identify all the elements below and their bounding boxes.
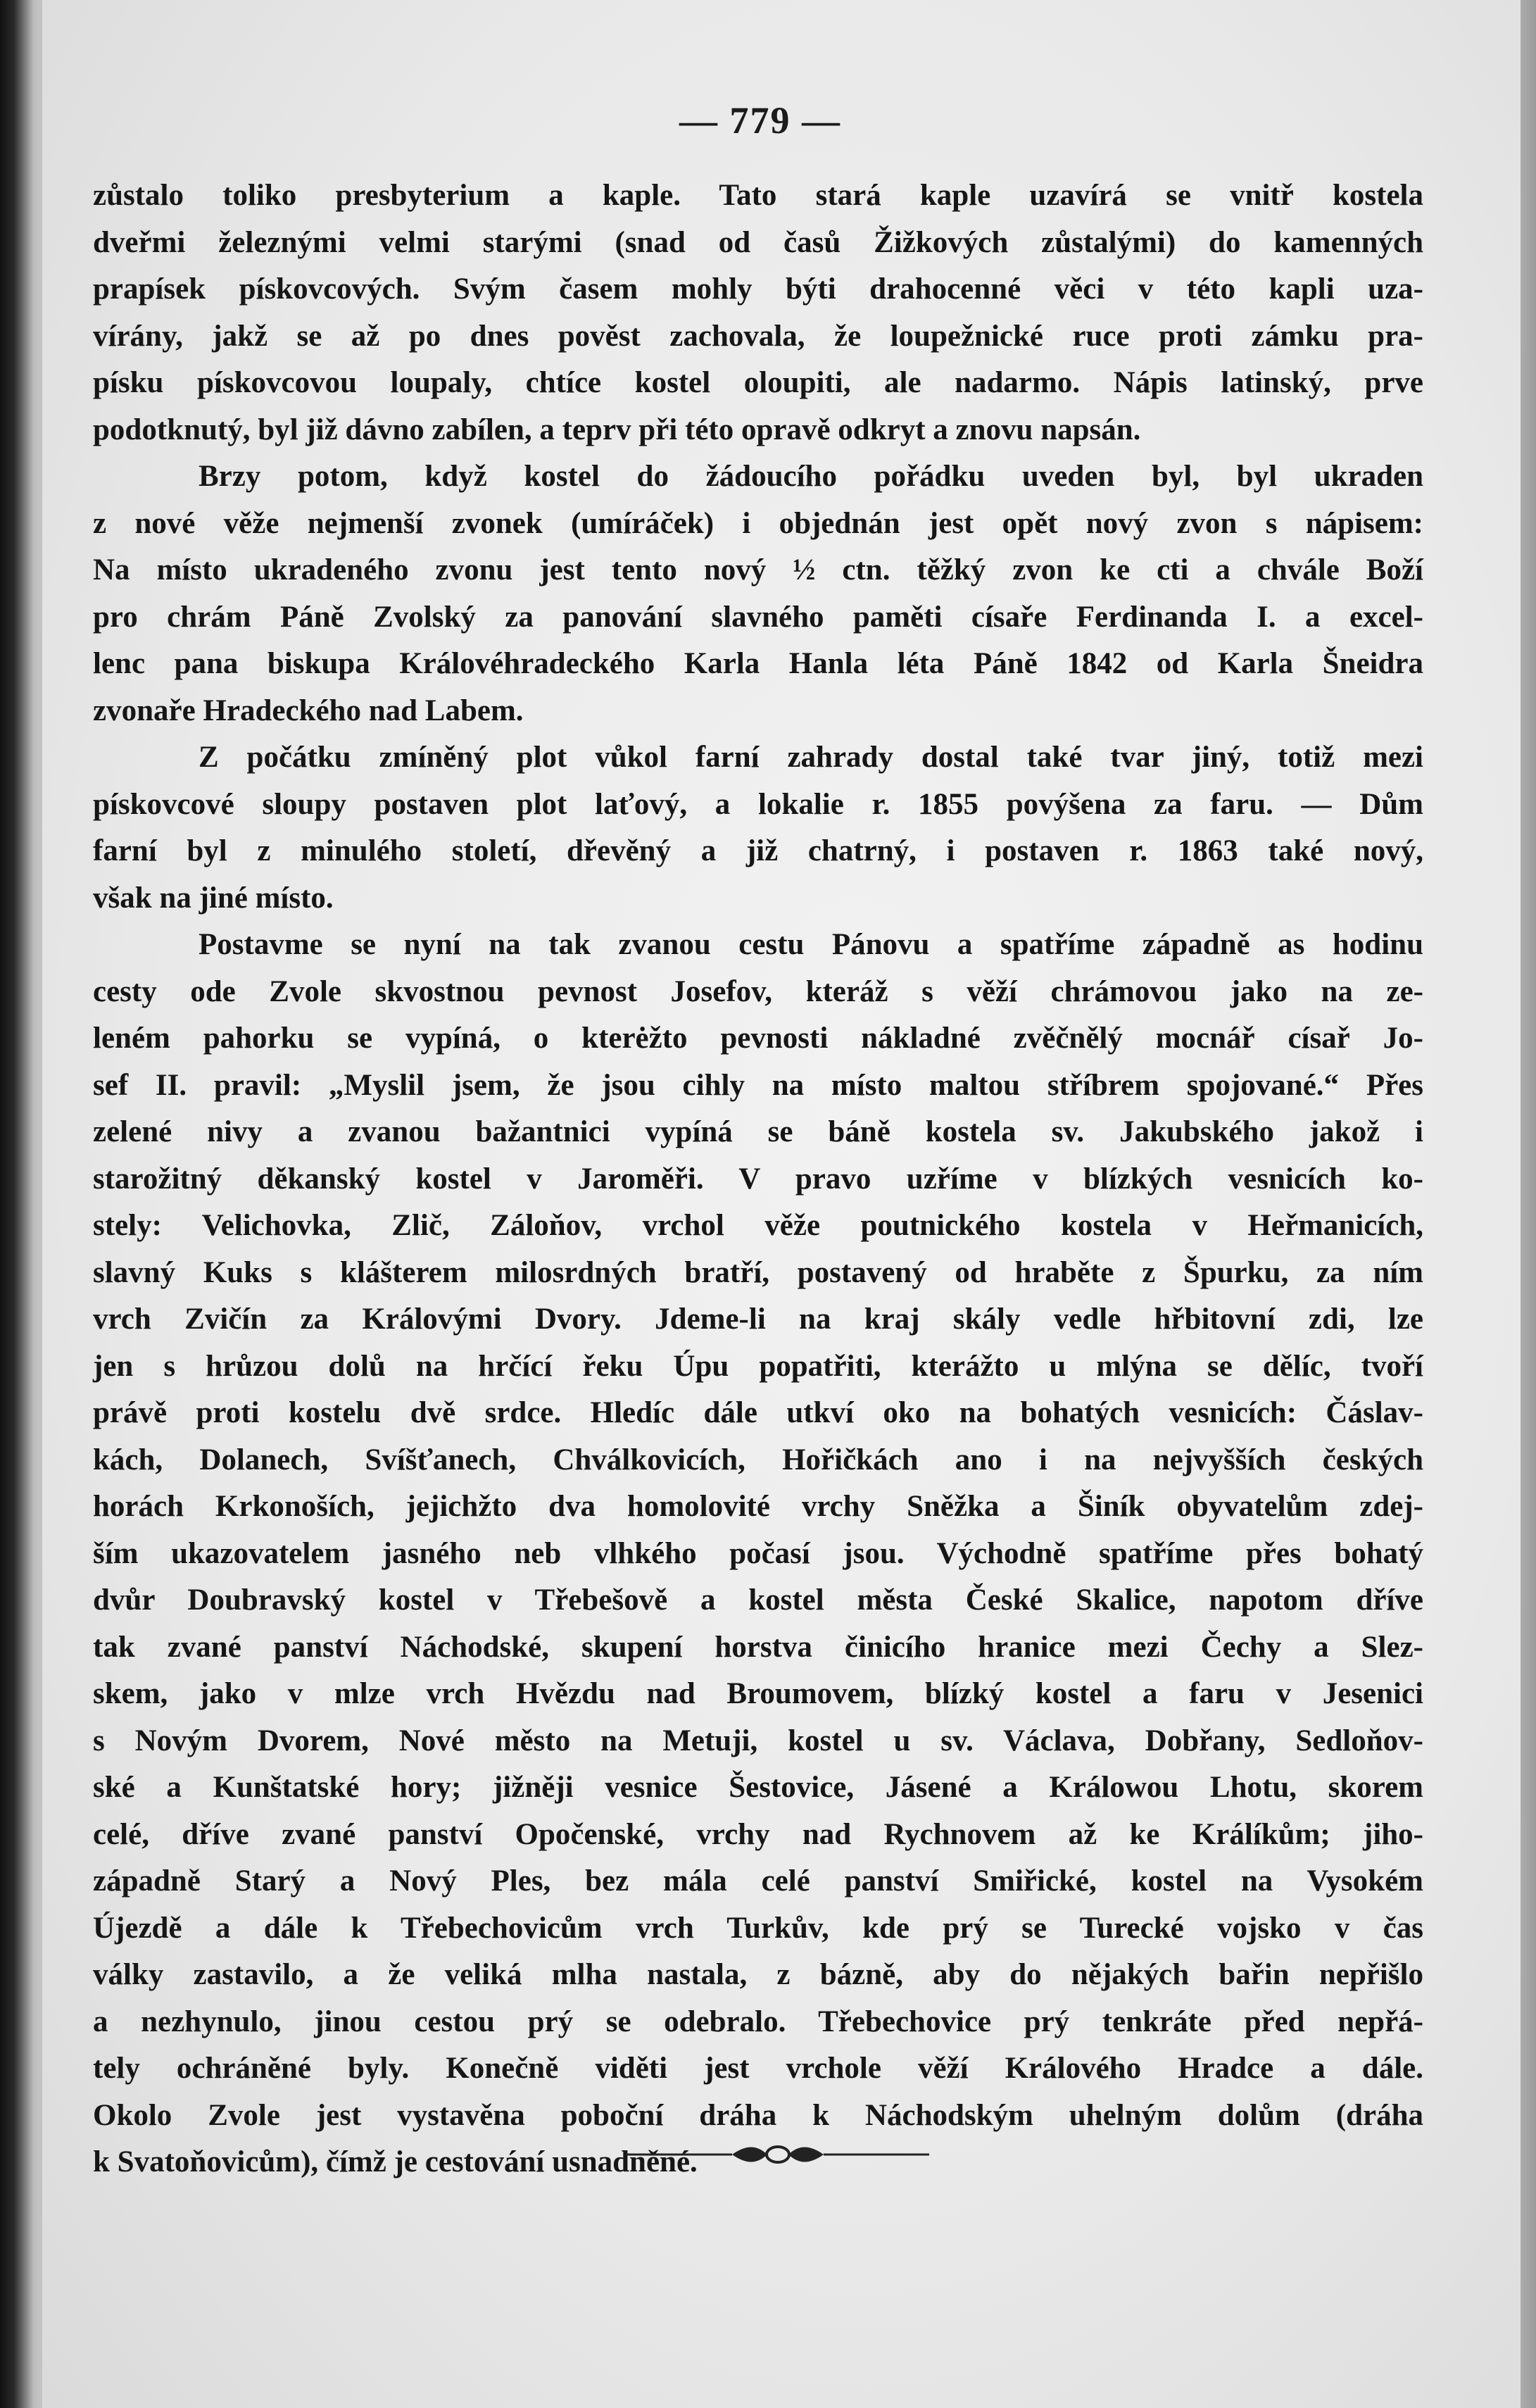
text-line: skem, jako v mlze vrch Hvězdu nad Broumovem, blízký kostel a faru v Jesenici — [93, 1677, 1423, 1710]
page-number: — 779 — — [679, 99, 841, 142]
text-line: Z počátku zmíněný plot vůkol farní zahrady dostal také tvar jiný, totiž mezi — [199, 741, 1423, 774]
text-line: Újezdě a dále k Třebechovicům vrch Turkův, kde prý se Turecké vojsko v čas — [93, 1911, 1423, 1945]
text-line: zvonaře Hradeckého nad Labem. — [93, 694, 524, 727]
closing-ornament — [627, 2140, 929, 2169]
text-line: celé, dříve zvané panství Opočenské, vrchy nad Rychnovem až ke Králíkům; jiho- — [93, 1817, 1423, 1851]
text-line: horách Krkonoších, jejichžto dva homolovité vrchy Sněžka a Šiník obyvatelům zdej- — [93, 1490, 1423, 1523]
text-line: ším ukazovatelem jasného neb vlhkého počasí jsou. Východně spatříme přes bohatý — [93, 1536, 1423, 1570]
text-line: stely: Velichovka, Zlič, Záloňov, vrchol věže poutnického kostela v Heřmanicích, — [93, 1209, 1423, 1242]
book-page — [42, 0, 1521, 2408]
text-line: však na jiné místo. — [93, 881, 334, 915]
text-line: Brzy potom, když kostel do žádoucího pořádku uveden byl, byl ukraden — [199, 460, 1423, 493]
text-line: starožitný děkanský kostel v Jaroměři. V pravo uzříme v blízkých vesnicích ko- — [93, 1162, 1423, 1196]
text-line: s Novým Dvorem, Nové město na Metuji, kostel u sv. Václava, Dobřany, Sedloňov- — [93, 1724, 1423, 1757]
text-line: pro chrám Páně Zvolský za panování slavného paměti císaře Ferdinanda I. a excel- — [93, 600, 1423, 634]
text-line: dveřmi železnými velmi starými (snad od časů Žižkových zůstalými) do kamenných — [93, 225, 1423, 259]
text-line: a nezhynulo, jinou cestou prý se odebralo. Třebechovice prý tenkráte před nepřá- — [93, 2005, 1423, 2038]
text-line: podotknutý, byl již dávno zabílen, a teprv při této opravě odkryt a znovu napsán. — [93, 413, 1141, 446]
text-line: leném pahorku se vypíná, o kterėžto pevnosti nákladné zvěčnělý mocnář císař Jo- — [93, 1022, 1423, 1055]
text-line: jen s hrůzou dolů na hrčící řeku Úpu popatřiti, kterážto u mlýna se dělíc, tvoří — [93, 1349, 1423, 1383]
text-line: k Svatoňovicům), čímž je cestování usnadněné. — [93, 2145, 698, 2178]
text-line: dvůr Doubravský kostel v Třebešově a kostel města České Skalice, napotom dříve — [93, 1584, 1423, 1617]
text-line: kách, Dolanech, Svíšťanech, Chválkovicích, Hořičkách ano i na nejvyšších českých — [93, 1443, 1423, 1476]
text-line: slavný Kuks s klášterem milosrdných bratří, postavený od hraběte z Špurku, za ním — [93, 1255, 1423, 1289]
text-line: tak zvané panství Náchodské, skupení horstva činicího hranice mezi Čechy a Slez- — [93, 1630, 1423, 1664]
text-line: zelené nivy a zvanou bažantnici vypíná se báně kostela sv. Jakubského jakož i — [93, 1115, 1423, 1148]
text-line: sef II. pravil: „Myslil jsem, že jsou cihly na místo maltou stříbrem spojované.“ Přes — [93, 1068, 1423, 1102]
text-line: Okolo Zvole jest vystavěna poboční dráha k Náchodským uhelným dolům (dráha — [93, 2098, 1423, 2132]
text-line: vrch Zvičín za Královými Dvory. Jdeme-li na kraj skály vedle hřbitovní zdi, lze — [93, 1303, 1423, 1336]
text-line: z nové věže nejmenší zvonek (umíráček) i objednán jest opět nový zvon s nápisem: — [93, 506, 1423, 540]
text-line: prapísek pískovcových. Svým časem mohly býti drahocenné věci v této kapli uza- — [93, 272, 1423, 306]
text-line: pískovcové sloupy postaven plot laťový, a lokalie r. 1855 povýšena za faru. — Dům — [93, 787, 1423, 821]
text-line: ské a Kunštatské hory; jižněji vesnice Šestovice, Jásené a Králowou Lhotu, skorem — [93, 1771, 1423, 1804]
text-line: Na místo ukradeného zvonu jest tento nový ½ ctn. těžký zvon ke cti a chvále Boží — [93, 553, 1423, 587]
text-line: Postavme se nyní na tak zvanou cestu Pánovu a spatříme západně as hodinu — [199, 928, 1423, 961]
text-line: západně Starý a Nový Ples, bez mála celé panství Smiřické, kostel na Vysokém — [93, 1864, 1423, 1898]
text-line: vírány, jakž se až po dnes pověst zachovala, že loupežnické ruce proti zámku pra- — [93, 319, 1423, 353]
text-line: tely ochráněné byly. Konečně viděti jest vrchole věží Králového Hradce a dále. — [93, 2052, 1423, 2085]
text-line: cesty ode Zvole skvostnou pevnost Josefov, kteráž s věží chrámovou jako na ze- — [93, 974, 1423, 1008]
text-line: právě proti kostelu dvě srdce. Hledíc dále utkví oko na bohatých vesnicích: Čáslav- — [93, 1396, 1423, 1429]
text-line: písku pískovcovou loupaly, chtíce kostel oloupiti, ale nadarmo. Nápis latinský, prve — [93, 366, 1423, 399]
text-line: farní byl z minulého století, dřevěný a již chatrný, i postaven r. 1863 také nový, — [93, 834, 1423, 867]
text-line: války zastavilo, a že veliká mlha nastala, z bázně, aby do nějakých bařin nepřišlo — [93, 1958, 1423, 1991]
text-line: zůstalo toliko presbyterium a kaple. Tato stará kaple uzavírá se vnitř kostela — [93, 179, 1423, 212]
body-text — [93, 173, 1423, 2186]
text-line: lenc pana biskupa Královéhradeckého Karla Hanla léta Páně 1842 od Karla Šneidra — [93, 647, 1423, 680]
